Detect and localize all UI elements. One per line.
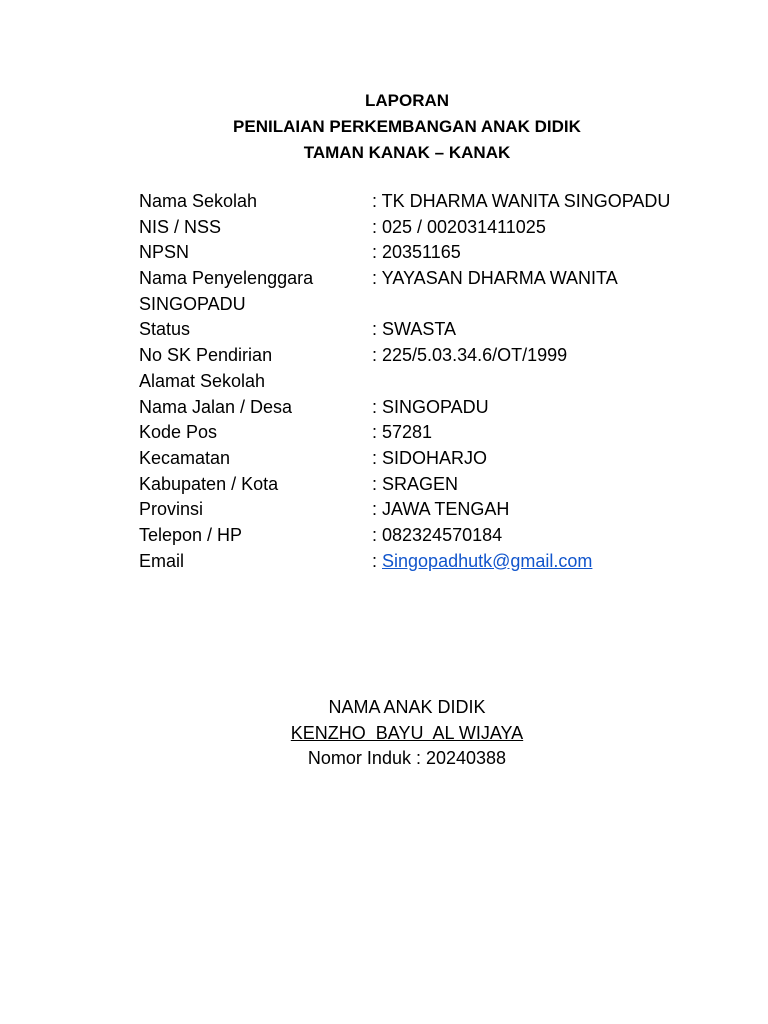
- info-label: Nama Jalan / Desa: [139, 396, 293, 417]
- info-label: Status: [139, 319, 191, 340]
- info-value: : 082324570184: [372, 524, 503, 545]
- info-label: No SK Pendirian: [139, 345, 273, 366]
- info-row-nama-sekolah: [139, 189, 739, 215]
- info-row-penyelenggara: [139, 266, 739, 292]
- info-row-status: [139, 317, 739, 343]
- info-value: : 20351165: [372, 242, 461, 263]
- info-label: Nama Sekolah: [139, 191, 258, 211]
- info-continuation: SINGOPADU: [139, 293, 246, 314]
- info-label: NIS / NSS: [139, 216, 222, 237]
- header-subtitle: PENILAIAN PERKEMBANGAN ANAK DIDIK: [233, 117, 581, 136]
- info-value: : SRAGEN: [372, 473, 459, 494]
- info-value: : 025 / 002031411025: [372, 216, 546, 237]
- info-label: Email: [139, 550, 185, 571]
- info-value: : 225/5.03.34.6/OT/1999: [372, 345, 568, 366]
- info-value: : JAWA TENGAH: [372, 499, 510, 520]
- student-heading: NAMA ANAK DIDIK: [328, 697, 486, 717]
- info-label: Provinsi: [139, 499, 204, 520]
- student-name: KENZHO BAYU AL WIJAYA: [290, 722, 524, 743]
- info-row-alamat: [139, 369, 739, 395]
- student-section: [0, 695, 768, 772]
- info-row-kode-pos: [139, 420, 739, 446]
- school-info: [139, 189, 739, 574]
- info-value: : YAYASAN DHARMA WANITA: [372, 268, 618, 289]
- info-row-email: [139, 549, 739, 575]
- info-row-penyelenggara-continuation: [139, 292, 739, 318]
- info-value: [372, 549, 739, 575]
- header-school-type: TAMAN KANAK – KANAK: [303, 143, 511, 162]
- header-title: LAPORAN: [364, 91, 450, 110]
- info-value: : TK DHARMA WANITA SINGOPADU: [372, 191, 671, 211]
- info-label: Nama Penyelenggara: [139, 268, 314, 289]
- info-label: NPSN: [139, 242, 190, 263]
- info-label: Alamat Sekolah: [139, 370, 266, 391]
- info-value: : SIDOHARJO: [372, 447, 488, 468]
- info-value: : 57281: [372, 422, 433, 443]
- email-link[interactable]: Singopadhutk@gmail.com: [382, 550, 593, 571]
- info-row-nis-nss: [139, 215, 739, 241]
- info-row-kabupaten: [139, 472, 739, 498]
- info-row-kecamatan: [139, 446, 739, 472]
- report-header: [0, 88, 768, 166]
- info-row-provinsi: [139, 497, 739, 523]
- info-value: : SWASTA: [372, 319, 457, 340]
- info-label: Kecamatan: [139, 447, 231, 468]
- student-nomor-induk: Nomor Induk : 20240388: [307, 748, 507, 769]
- info-value: : SINGOPADU: [372, 396, 489, 417]
- info-label: Kabupaten / Kota: [139, 473, 279, 494]
- info-label: Telepon / HP: [139, 524, 243, 545]
- info-label: Kode Pos: [139, 422, 218, 443]
- info-row-telepon: [139, 523, 739, 549]
- info-row-jalan: [139, 395, 739, 421]
- info-row-no-sk: [139, 343, 739, 369]
- info-row-npsn: [139, 240, 739, 266]
- email-prefix: :: [372, 550, 383, 571]
